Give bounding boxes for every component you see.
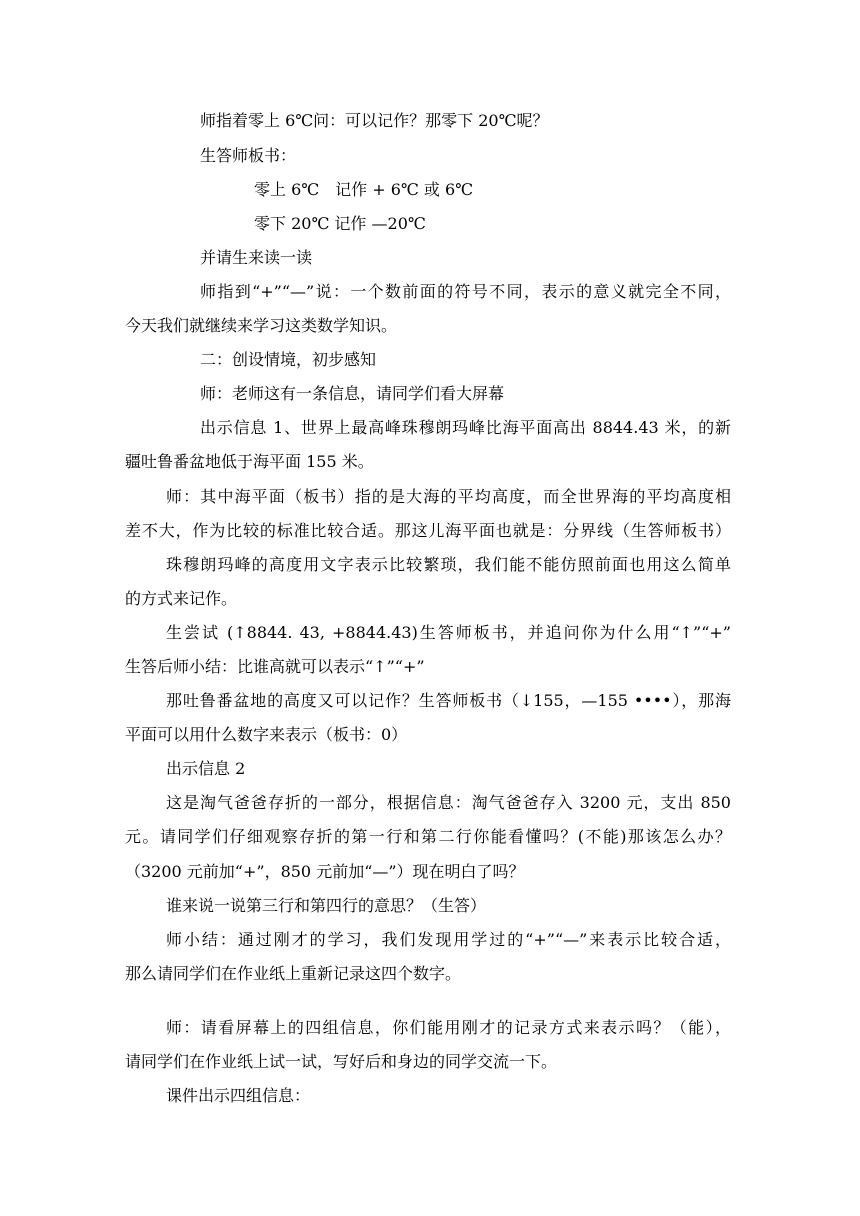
board-writing-line: 零上 6℃ 记作 + 6℃ 或 6℃ xyxy=(254,180,474,199)
paragraph-line: 平面可以用什么数字来表示（板书：0） xyxy=(125,725,408,744)
paragraph-line: 这是淘气爸爸存折的一部分，根据信息：淘气爸爸存入 3200 元，支出 850 xyxy=(166,793,731,812)
paragraph-line: 今天我们就继续来学习这类数学知识。 xyxy=(125,316,398,335)
paragraph-line: 师：老师这有一条信息，请同学们看大屏幕 xyxy=(200,384,505,403)
paragraph-line: 珠穆朗玛峰的高度用文字表示比较繁琐，我们能不能仿照前面也用这么简单 xyxy=(166,555,731,574)
paragraph-line: 生答后师小结：比谁高就可以表示“↑”“+” xyxy=(125,657,425,676)
paragraph-line: 课件出示四组信息： xyxy=(166,1086,311,1105)
paragraph-line: 请同学们在作业纸上试一试，写好后和身边的同学交流一下。 xyxy=(125,1052,558,1071)
paragraph-line: 师指到“+”“—”说：一个数前面的符号不同，表示的意义就完全不同， xyxy=(200,282,731,301)
paragraph-line: 生答师板书： xyxy=(200,146,297,165)
paragraph-line: 生尝试 (↑8844. 43, +8844.43)生答师板书，并追问你为什么用“↑”“+” xyxy=(166,623,731,642)
section-heading: 二：创设情境，初步感知 xyxy=(200,350,377,369)
paragraph-line: 师小结：通过刚才的学习，我们发现用学过的“+”“—”来表示比较合适， xyxy=(166,930,731,949)
paragraph-line: 差不大，作为比较的标准比较合适。那这儿海平面也就是：分界线（生答师板书） xyxy=(125,521,731,540)
paragraph-line: 谁来说一说第三行和第四行的意思？（生答） xyxy=(166,896,487,915)
paragraph-line: 那吐鲁番盆地的高度又可以记作？生答师板书（↓155，—155 ••••），那海 xyxy=(166,691,731,710)
paragraph-line: 那么请同学们在作业纸上重新记录这四个数字。 xyxy=(125,964,462,983)
paragraph-line: 出示信息 1、世界上最高峰珠穆朗玛峰比海平面高出 8844.43 米，的新 xyxy=(200,418,731,437)
paragraph-line: 的方式来记作。 xyxy=(125,589,238,608)
paragraph-line: 师指着零上 6℃问：可以记作？那零下 20℃呢？ xyxy=(200,111,549,130)
paragraph-line: 师：其中海平面（板书）指的是大海的平均高度，而全世界海的平均高度相 xyxy=(166,487,731,506)
paragraph-line: 师：请看屏幕上的四组信息，你们能用刚才的记录方式来表示吗？（能）， xyxy=(166,1018,731,1037)
paragraph-line: 元。请同学们仔细观察存折的第一行和第二行你能看懂吗？(不能)那该怎么办？ xyxy=(125,827,731,846)
paragraph-line: （3200 元前加“+”，850 元前加“—”）现在明白了吗？ xyxy=(125,862,525,881)
paragraph-line: 出示信息 2 xyxy=(166,759,246,778)
board-writing-line: 零下 20℃ 记作 —20℃ xyxy=(254,214,426,233)
paragraph-line: 疆吐鲁番盆地低于海平面 155 米。 xyxy=(125,452,374,471)
paragraph-line: 并请生来读一读 xyxy=(200,248,313,267)
